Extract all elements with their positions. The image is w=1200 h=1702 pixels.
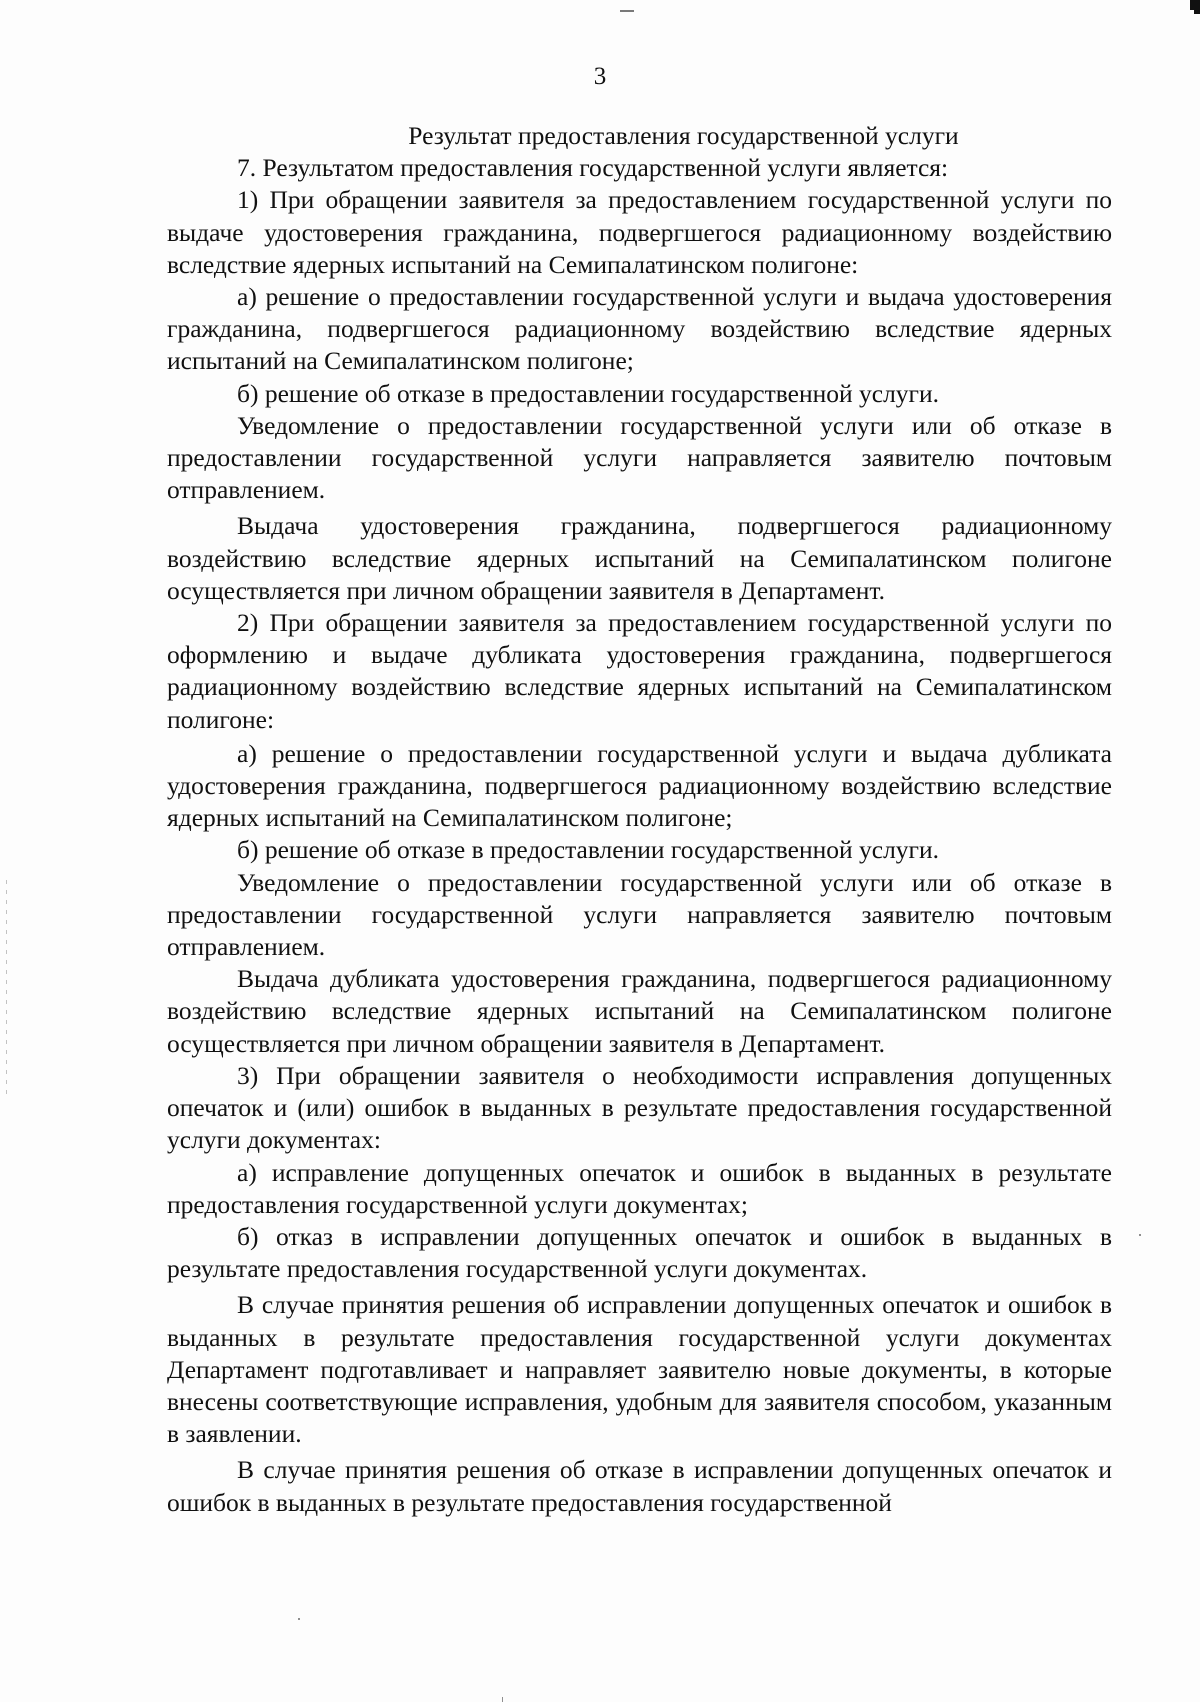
paragraph-item-2a: а) решение о предоставлении государственной услуги и выдача дубликата удостоверения гражданина, подвергшегося радиационному воздействию вследствие ядерных испытаний на Семипалатинском полигоне; bbox=[167, 738, 1112, 833]
scan-speck bbox=[298, 1618, 300, 1620]
paragraph-issuance-1: Выдача удостоверения гражданина, подвергшегося радиационному воздействию вследствие ядерных испытаний на Семипалатинском полигоне осуществляется при личном обращении заявителя в Департамент. bbox=[167, 511, 1112, 605]
paragraph-item-1b: б) решение об отказе в предоставлении государственной услуги. bbox=[237, 378, 940, 408]
paragraph-item-2: 2) При обращении заявителя за предоставлением государственной услуги по оформлению и выдаче дубликата удостоверения гражданина, подвергшегося радиационному воздействию вследствие ядерных испытаний на Семипалатинском полигоне: bbox=[167, 608, 1112, 734]
paragraph-refusal-decision: В случае принятия решения об отказе в исправлении допущенных опечаток и ошибок в выданных в результате предоставления государственной bbox=[167, 1455, 1112, 1517]
paragraph-item-3: 3) При обращении заявителя о необходимости исправления допущенных опечаток и (или) ошибок в выданных в результате предоставления государственной услуги документах: bbox=[167, 1060, 1112, 1155]
paragraph-item-3a: а) исправление допущенных опечаток и ошибок в выданных в результате предоставления государственной услуги документах; bbox=[167, 1157, 1112, 1219]
paragraph-notice-1: Уведомление о предоставлении государственной услуги или об отказе в предоставлении государственной услуги направляется заявителю почтовым отправлением. bbox=[167, 410, 1112, 505]
scan-artifact-corner bbox=[1190, 0, 1200, 10]
paragraph-correction-decision: В случае принятия решения об исправлении допущенных опечаток и ошибок в выданных в результате предоставления государственной услуги документах Департамент подготавливает и направляет заявителю новые документы, в которые внесены соответствующие исправления, удобным для заявителя способом, указанным в заявлении. bbox=[167, 1290, 1112, 1449]
paragraph-item-1: 1) При обращении заявителя за предоставлением государственной услуги по выдаче удостоверения гражданина, подвергшегося радиационному воздействию вследствие ядерных испытаний на Семипалатинском полигоне: bbox=[167, 185, 1112, 279]
paragraph-item-3b: б) отказ в исправлении допущенных опечаток и ошибок в выданных в результате предоставления государственной услуги документах. bbox=[167, 1221, 1112, 1284]
document-body bbox=[167, 120, 1112, 1519]
paragraph-result-intro: 7. Результатом предоставления государственной услуги является: bbox=[237, 153, 949, 183]
paragraph-notice-2: Уведомление о предоставлении государственной услуги или об отказе в предоставлении государственной услуги направляется заявителю почтовым отправлением. bbox=[167, 867, 1112, 962]
paragraph-item-2b: б) решение об отказе в предоставлении государственной услуги. bbox=[237, 835, 940, 865]
scan-edge-shadow bbox=[6, 880, 7, 1100]
paragraph-item-1a: а) решение о предоставлении государственной услуги и выдача удостоверения гражданина, подвергшегося радиационному воздействию вследствие ядерных испытаний на Семипалатинском полигоне; bbox=[167, 282, 1112, 376]
scan-artifact-top bbox=[620, 10, 634, 12]
page-number: 3 bbox=[593, 63, 607, 90]
section-heading: Результат предоставления государственной услуги bbox=[408, 121, 959, 150]
scan-speck bbox=[502, 1697, 503, 1702]
scan-speck bbox=[1139, 1234, 1141, 1236]
paragraph-issuance-2: Выдача дубликата удостоверения гражданина, подвергшегося радиационному воздействию вследствие ядерных испытаний на Семипалатинском полигоне осуществляется при личном обращении заявителя в Департамент. bbox=[167, 964, 1112, 1058]
scan-artifact-corner-tail bbox=[1194, 10, 1200, 14]
